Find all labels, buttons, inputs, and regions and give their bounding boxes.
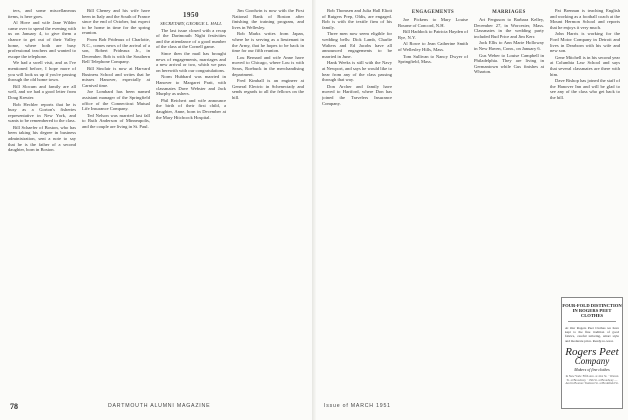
running-head: Issue of MARCH 1951 <box>324 403 391 409</box>
ad-headline: FOUR-FOLD DISTINCTION IN ROGERS PEET CLOTHES <box>562 303 622 319</box>
engagements-heading: ENGAGEMENTS <box>411 10 455 15</box>
marriages-heading: MARRIAGES <box>492 10 526 15</box>
paragraph: Ted Nelson was married last fall to Ruth Anderson of Minneapolis, and the couple are living in St. Paul. <box>82 112 150 129</box>
ad-store-addresses: In New York: Fifth Ave. at 41st St. · Warren St. at Broadway · 13th St. at Broadway — And in Boston: Tremont St. at Bromfield St. <box>565 373 619 386</box>
paragraph: ters, and some miscellaneous items, is here goes. <box>8 8 76 19</box>
paragraph: Al Hove and wife Jane Wilder came over to spend the evening with us on January 4, to give them a chance to get out of their Valley home, where both are busy professional teachers and wanted to escape the telephone. <box>8 20 76 59</box>
paragraph: Bill Schaefer of Boston, who has been taking his degree in business administration, sent a note to say that he is the father of a second daughter, born in Boston. <box>8 124 76 153</box>
ad-brand-logo: Rogers Peet <box>565 345 619 358</box>
right-col-4 <box>550 8 620 288</box>
paragraph: Jack Ellis to Ann Marie Holloway in New Haven, Conn., on January 6. <box>474 40 544 51</box>
paragraph: Bill Sinclair is now at Harvard Business School and writes that he misses Hanover, especially at Carnival time. <box>82 65 150 88</box>
paragraph: Bob Hechler reports that he is busy as a Gorton's fisheries representative in New York, and wants to be remembered to the class. <box>8 101 76 124</box>
ad-divider <box>568 321 616 322</box>
paragraph: Phil Reichert and wife announce the birth of their first child, a daughter, Anne, born in December at the Mary Hitchcock Hospital. <box>156 97 226 120</box>
right-col-1 <box>322 8 392 360</box>
running-head: DARTMOUTH ALUMNI MAGAZINE <box>108 403 211 409</box>
paragraph: Pat Brennan is teaching English and working as a football coach at the Mount Hermon School and reports that he enjoys it very much. <box>550 8 620 30</box>
paragraph: Hank Weeks is still with the Navy at Newport, and says he would like to hear from any of the class passing through that way. <box>322 60 392 83</box>
paragraph: Bill Haddock to Patricia Hayden of Rye, N.Y. <box>398 29 468 40</box>
paragraph: Bob Thomsen and Julia Hall Eliott of Rutgers Prep, Oldis, are engaged. Bob is with the textile firm of his family. <box>322 8 392 30</box>
paragraph: Bill Slocum and family are all well, and we had a good letter from Doug Kreuter. <box>8 83 76 100</box>
left-page <box>0 0 312 420</box>
rogers-peet-advertisement <box>561 297 623 409</box>
paragraph: Lou Bernard and wife Anne have moved to Chicago, where Lou is with Sears, Roebuck in the merchandising department. <box>232 54 304 77</box>
left-col-1 <box>8 8 76 360</box>
right-col-2 <box>398 8 468 360</box>
paragraph: Don Archer and family have moved to Hartford, where Don has joined the Travelers Insurance Company. <box>322 83 392 106</box>
paragraph: Gus Weber to Louise Campbell in Philadelphia. They are living in Germantown while Gus finishes at Wharton. <box>474 52 544 75</box>
paragraph: Bill Cheney and his wife have been in Italy and the South of France since the end of October, but expect to be home in time for the spring reunion. <box>82 8 150 36</box>
ad-tagline: Makers of fine clothes <box>574 366 610 372</box>
paragraph: Fred Kimball is an engineer at General Electric in Schenectady and sends regards to all the fellows on the hill. <box>232 78 304 100</box>
paragraph: Tom Sullivan to Nancy Dwyer of Springfield, Mass. <box>398 53 468 65</box>
paragraph: Since then the mail has brought news of engagements, marriages and a new arrival or two, which we pass on herewith with our congratulations. <box>156 50 226 73</box>
paragraph: Art Ferguson to Barbara Kelley, December 27, in Worcester, Mass. Classmates in the wedding party included Bud Price and Jim Kerr. <box>474 17 544 39</box>
paragraph: Three men now seem eligible for wedding bells: Dick Lamb, Charlie Walters and Ed Jacobs have all announced engagements to be married in June. <box>322 31 392 59</box>
page-number: 78 <box>10 402 18 411</box>
paragraph: From Bob Prideaux of Charlotte, N.C., comes news of the arrival of a son, Robert Prideaux Jr., in December. Bob is with the Southern Bell Telephone Company. <box>82 36 150 65</box>
ad-body-text: At Our Rogers Peet Clothes we have kept to the fine tradition of good fabrics, careful tailoring, smart style and moderate price. Ready-to-wear. <box>565 325 619 343</box>
left-col-2 <box>82 8 150 360</box>
secretary-line: SECRETARY, GEORGE L. HALL <box>160 21 222 26</box>
paragraph: Gene Mitchell is in his second year at Columbia Law School and says that several classmates are there with him. <box>550 54 620 77</box>
paragraph: Bob Marks writes from Japan, where he is serving as a lieutenant in the Army, that he hopes to be back in time for our fifth reunion. <box>232 31 304 54</box>
left-col-4 <box>232 8 304 360</box>
ad-brand-logo-line2: Company <box>574 355 610 366</box>
class-year-heading: 1950 <box>183 11 199 19</box>
paragraph: Norm Hubbard was married in Hanover to Margaret Pratt, with classmates Dave Webster and Jack Murphy as ushers. <box>156 74 226 97</box>
right-col-3 <box>474 8 544 360</box>
left-col-3 <box>156 8 226 360</box>
paragraph: The last issue closed with a recap of the Dartmouth Night festivities and the attendance of a good number of the class at the Cornell game. <box>156 27 226 50</box>
paragraph: Joe Pickens to Mary Louise Bourne of Concord, N.H. <box>398 17 468 28</box>
paragraph: Dave Bishop has joined the staff of the Hanover Inn and will be glad to see any of the class who get back to the hill. <box>550 78 620 100</box>
paragraph: Jim Goodwin is now with the First National Bank of Boston after finishing the training program, and lives in Wellesley. <box>232 8 304 30</box>
paragraph: John Harris is working for the Ford Motor Company in Detroit and lives in Dearborn with his wife and new son. <box>550 31 620 54</box>
paragraph: Joe Lombard has been named assistant manager of the Springfield office of the Connecticut Mutual Life Insurance Company. <box>82 89 150 112</box>
paragraph: We had a swell visit, and as I've mentioned before, I hope more of you will look us up if you're passing through the old home town. <box>8 60 76 83</box>
paragraph: Al Rowe to Jean Catherine Smith of Wellesley Hills, Mass. <box>398 41 468 52</box>
